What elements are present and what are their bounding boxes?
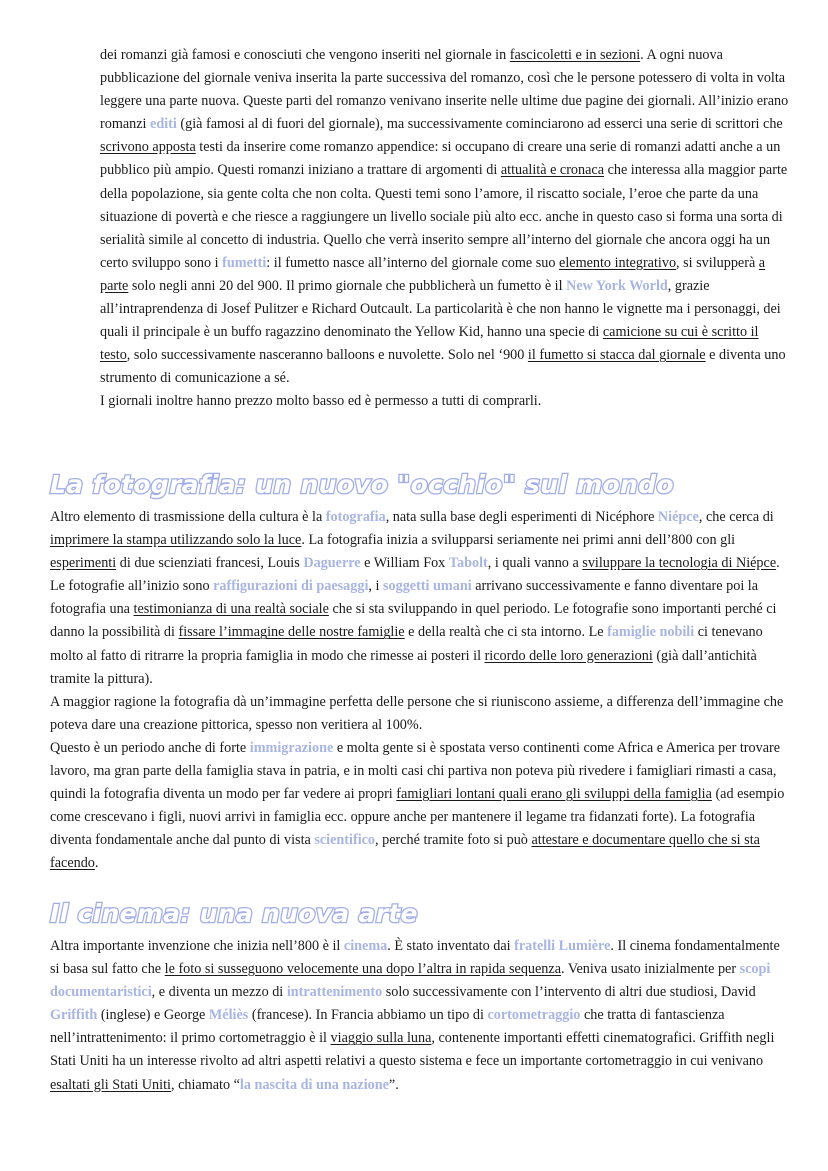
keyword-highlight: Méliès	[208, 1007, 249, 1024]
text-run: , perché tramite foto si può	[375, 832, 532, 849]
keyword-highlight: Griffith	[50, 1007, 98, 1024]
underlined-phrase: elemento integrativo	[559, 254, 677, 271]
text-run: . Veniva usato inizialmente per	[561, 961, 740, 978]
underlined-phrase: fissare l’immagine delle nostre famiglie	[178, 624, 405, 641]
fotografia-paragraph-3	[50, 737, 790, 876]
section-cinema	[50, 935, 790, 1097]
underlined-phrase: viaggio sulla luna	[330, 1030, 432, 1047]
text-run: , che cerca di	[698, 509, 774, 525]
underlined-phrase: scrivono apposta	[100, 139, 196, 156]
text-run: solo negli anni 20 del 900. Il primo giornale che pubblicherà un fumetto è il	[128, 277, 567, 294]
text-run: Questo è un periodo anche di forte	[50, 739, 250, 756]
text-run: , i	[368, 578, 383, 595]
text-run: : il fumetto nasce all’interno del giornale come suo	[266, 254, 560, 271]
keyword-highlight: la nascita di una nazione	[239, 1076, 389, 1093]
text-run: e della realtà che ci sta intorno. Le	[404, 624, 608, 641]
text-run: dei romanzi già famosi e conosciuti che vengono inseriti nel giornale in	[100, 47, 510, 63]
intro-last-paragraph	[100, 390, 790, 413]
text-run: , grazie all’intraprendenza di Josef Pulitzer e Richard Outcault. La particolarità è che non hanno le vignette ma i personaggi, dei quali il principale è un buffo ragazzino denominato the Yellow Kid, hanno una specie di	[100, 277, 781, 341]
text-run: Altra importante invenzione che inizia nell’800 è il	[50, 938, 344, 954]
text-run: ”.	[388, 1076, 399, 1093]
keyword-highlight: soggetti umani	[382, 578, 472, 595]
text-run: testi da inserire come romanzo appendice: si occupano di creare una serie di romanzi adatti anche a un pubblico più ampio. Questi romanzi iniziano a trattare di argomenti di	[100, 139, 781, 179]
keyword-highlight: editi	[150, 116, 177, 133]
text-run: e diventa uno strumento di comunicazione a sé.	[100, 347, 786, 387]
keyword-highlight: famiglie nobili	[607, 624, 695, 641]
text-run: A maggior ragione la fotografia dà un’immagine perfetta delle persone che si riuniscono assieme, a differenza dell’immagine che poteva dare una creazione pittorica, spesso non veritiera al 100%.	[50, 693, 784, 733]
keyword-highlight: fratelli Lumière	[514, 938, 611, 954]
keyword-highlight: intrattenimento	[286, 984, 383, 1001]
cinema-paragraph-1	[50, 935, 790, 1097]
text-run: (già dall’antichità tramite la pittura).	[50, 647, 757, 687]
underlined-phrase: sviluppare la tecnologia di Niépce	[582, 555, 777, 572]
text-run: , nata sulla base degli esperimenti di Nicéphore	[385, 509, 658, 525]
text-run: , e diventa un mezzo di	[151, 984, 287, 1001]
text-run: . La fotografia inizia a svilupparsi seriamente nei primi anni dell’800 con gli	[301, 532, 736, 549]
intro-block	[100, 44, 790, 414]
underlined-phrase: camicione su cui è scritto il testo	[100, 324, 759, 364]
underlined-phrase: testimonianza di una realtà sociale	[133, 601, 329, 618]
text-run: , solo successivamente nasceranno balloons e nuvolette. Solo nel ‘900	[126, 347, 528, 364]
text-run: . È stato inventato dai	[387, 938, 515, 954]
intro-paragraph	[100, 44, 790, 390]
keyword-highlight: cinema	[343, 938, 388, 954]
underlined-phrase: famigliari lontani quali erano gli sviluppi della famiglia	[396, 786, 712, 803]
underlined-phrase: ricordo delle loro generazioni	[484, 647, 653, 664]
text-run: I giornali inoltre hanno prezzo molto basso ed è permesso a tutti di comprarli.	[100, 393, 542, 410]
text-run: Altro elemento di trasmissione della cultura è la	[50, 509, 326, 525]
keyword-highlight: scopi documentaristici	[50, 961, 771, 1001]
underlined-phrase: a parte	[100, 254, 766, 294]
text-run: . A ogni nuova pubblicazione del giornale veniva inserita la parte successiva del romanzo, così che le persone potessero di volta in volta leggere una parte nuova. Queste parti del romanzo venivano inserite nelle ultime due pagine dei giornali. All’inizio erano romanzi	[100, 47, 789, 133]
text-run: , i quali vanno a	[487, 555, 583, 572]
section-fotografia	[50, 506, 790, 876]
underlined-phrase: attestare e documentare quello che si sta facendo	[50, 832, 760, 872]
text-run: che tratta di fantascienza nell’intrattenimento: il primo cortometraggio è il	[50, 1007, 725, 1047]
text-run: .	[94, 855, 99, 872]
text-run: arrivano successivamente e fanno diventare poi la fotografia una	[50, 578, 759, 618]
underlined-phrase: il fumetto si stacca dal giornale	[527, 347, 706, 364]
text-run: (ad esempio come crescevano i figli, nuovi arrivi in famiglia ecc. oppure anche per mantenere il legame tra fidanzati forte). La fotografia diventa fondamentale anche dal punto di vista	[50, 786, 785, 849]
keyword-highlight: Tabolt	[448, 555, 488, 572]
text-run: (già famosi al di fuori del giornale), ma successivamente cominciarono ad esserci una serie di scrittori che	[176, 116, 783, 133]
text-run: che interessa alla maggior parte della popolazione, sia gente colta che non colta. Questi temi sono l’amore, il riscatto sociale, l’eroe che parte da una situazione di povertà e che riesce a raggiungere un livello sociale più alto ecc. anche in questo caso si forma una sorta di serialità simile al concetto di industria. Quello che verrà inserito sempre all’interno del giornale che ancora oggi ha un certo sviluppo sono i	[100, 162, 788, 271]
fotografia-paragraph-2	[50, 691, 790, 737]
underlined-phrase: le foto si susseguono velocemente una dopo l’altra in rapida sequenza	[164, 961, 561, 978]
underlined-phrase: attualità e cronaca	[500, 162, 605, 179]
fotografia-paragraph-1	[50, 506, 790, 691]
keyword-highlight: raffigurazioni di paesaggi	[213, 578, 369, 595]
underlined-phrase: imprimere la stampa utilizzando solo la luce	[50, 532, 302, 549]
underlined-phrase: esaltati gli Stati Uniti	[50, 1076, 171, 1093]
keyword-highlight: New York World	[566, 277, 668, 294]
keyword-highlight: Niépce	[657, 509, 699, 525]
text-run: , si svilupperà	[676, 254, 759, 271]
text-run: e molta gente si è spostata verso continenti come Africa e America per trovare lavoro, ma gran parte della famiglia stava in patria, e in molti casi chi partiva non poteva più rivedere i famigliari rimasti a casa, quindi la fotografia diventa un modo per far vedere ai propri	[50, 739, 781, 803]
text-run: solo successivamente con l’intervento di altri due studiosi, David	[382, 984, 756, 1001]
text-run: , chiamato “	[170, 1076, 240, 1093]
text-run: di due scienziati francesi, Louis	[116, 555, 304, 572]
section-heading-cinema: Il cinema: una nuova arte	[50, 899, 418, 928]
text-run: , contenente importanti effetti cinematografici. Griffith negli Stati Uniti ha un interesse rivolto ad altri aspetti relativi a questo sistema e fece un importante cortometraggio in cui venivano	[50, 1030, 775, 1070]
underlined-phrase: fascicoletti e in sezioni	[509, 47, 641, 63]
keyword-highlight: fumetti	[222, 254, 267, 271]
keyword-highlight: scientifico	[314, 832, 376, 849]
keyword-highlight: immigrazione	[249, 739, 334, 756]
text-run: . Le fotografie all’inizio sono	[50, 555, 780, 595]
keyword-highlight: fotografia	[325, 509, 386, 525]
keyword-highlight: cortometraggio	[487, 1007, 581, 1024]
text-run: che si sta sviluppando in quel periodo. Le fotografie sono importanti perché ci danno la possibilità di	[50, 601, 777, 641]
text-run: (inglese) e George	[97, 1007, 209, 1024]
underlined-phrase: esperimenti	[50, 555, 117, 572]
section-heading-fotografia: La fotografia: un nuovo "occhio" sul mondo	[50, 470, 674, 499]
text-run: ci tenevano molto al fatto di ritrarre la propria famiglia in modo che rimesse ai posteri il	[50, 624, 763, 664]
text-run: e William Fox	[360, 555, 449, 572]
text-run: (francese). In Francia abbiamo un tipo di	[248, 1007, 488, 1024]
keyword-highlight: Daguerre	[303, 555, 361, 572]
text-run: . Il cinema fondamentalmente si basa sul fatto che	[50, 938, 780, 978]
